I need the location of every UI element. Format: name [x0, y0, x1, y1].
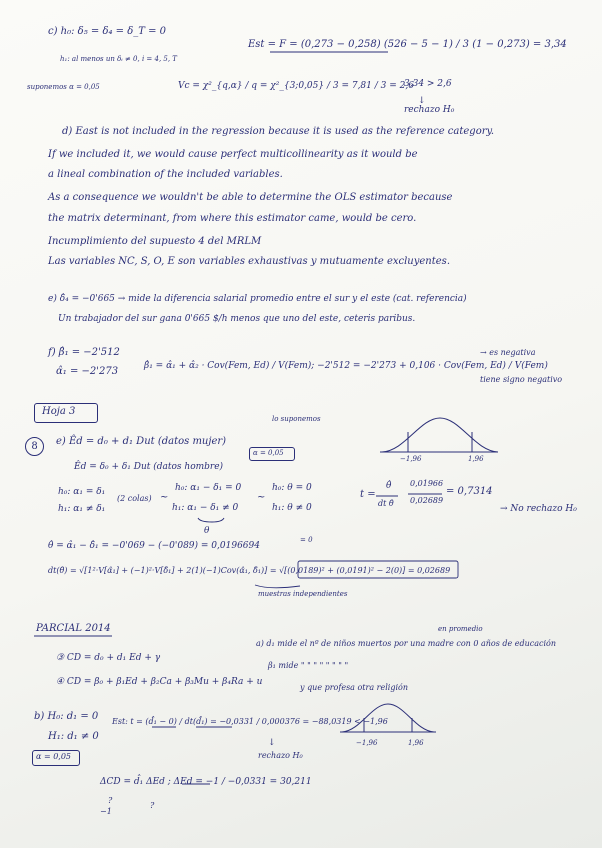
q8-men-equation: Êd = δ₀ + δ₁ Dut (datos hombre)	[74, 462, 224, 472]
parcial-minus-one: −1	[100, 807, 112, 816]
q8-independent-samples: muestras independientes	[258, 590, 348, 598]
parcial-promedio-note: en promedio	[438, 625, 483, 633]
d-line-4: As a consequence we wouldn't be able to determine the OLS estimator because	[48, 192, 453, 203]
parcial-crit-left: −1,96	[356, 739, 378, 747]
q8-tilde-1: ~	[160, 492, 169, 503]
q8-h1-b: h₁: α₁ − δ₁ ≠ 0	[172, 503, 239, 513]
f-alpha1: α̂₁ = −2'273	[56, 366, 119, 377]
q8-two-tails: (2 colas)	[117, 494, 152, 503]
parcial-a-line-3: y que profesa otra religión	[300, 683, 408, 692]
q8-h0-b: h₀: α₁ − δ₁ = 0	[175, 483, 242, 493]
q8-standard-error: dt(θ̂) = √[1²·V[α̂₁] + (−1)²·V[δ̂₁] + 2(1)(−1)Cov(α̂₁, δ̂₁)] = √[(0,0189)² + (0,0191)² − 2(0)] = 0,02689	[48, 566, 451, 575]
parcial-b-alpha: α = 0,05	[36, 752, 72, 761]
d-line-6: Incumplimiento del supuesto 4 del MRLM	[48, 236, 262, 247]
parcial-title: PARCIAL 2014	[36, 623, 111, 634]
hoja-3-label: Hoja 3	[42, 406, 76, 417]
d-line-3: a lineal combination of the included variables.	[48, 169, 283, 180]
parcial-a-line-2: β₁ mide " " " " " " " "	[268, 661, 349, 670]
q8-t-numerator: 0,01966	[410, 479, 444, 488]
parcial-b-h0: b) H₀: d₁ = 0	[34, 711, 99, 722]
f-omitted-variable-equation: β̂₁ = α̂₁ + α̂₂ · Cov(Fem, Ed) / V(Fem); −2'512 = −2'273 + 0,106 · Cov(Fem, Ed) / V(Fem)	[144, 361, 548, 371]
q8-women-equation: e) Êd = d₀ + d₁ Dut (datos mujer)	[56, 436, 227, 447]
q8-theta-hat: θ̂	[386, 481, 392, 491]
parcial-crit-right: 1,96	[408, 739, 424, 747]
d-line-2: If we included it, we would cause perfect multicollinearity as it would be	[48, 149, 418, 160]
q8-t-label: t =	[360, 489, 376, 500]
c-hypothesis-h1: h₁: al menos un δᵢ ≠ 0, i = 4, 5, T	[60, 55, 177, 63]
q8-cov-zero: = 0	[300, 536, 313, 544]
c-arrow-down: ↓	[418, 96, 426, 106]
q8-h0-a: h₀: α₁ = δ₁	[58, 487, 106, 497]
c-reject: rechazo H₀	[404, 105, 455, 115]
q8-theta-estimate: θ̂ = α̂₁ − δ̂₁ = −0'069 − (−0'089) = 0,0196694	[48, 541, 260, 551]
parcial-b-reject: rechazo H₀	[258, 751, 303, 760]
q8-t-value: = 0,7314	[446, 486, 493, 497]
parcial-model-4: ④ CD = β₀ + β₁Ed + β₂Ca + β₃Mu + β₄Ra + u	[56, 677, 263, 687]
parcial-delta-cd: ΔCD = d̂₁ ΔEd ; ΔEd = −1 / −0,0331 = 30,211	[100, 777, 312, 787]
f-note-sign: tiene signo negativo	[480, 375, 563, 384]
c-critical-value: Vc = χ²_{q,α} / q = χ²_{3;0,05} / 3 = 7,81 / 3 = 2,6	[178, 81, 414, 91]
q8-crit-left: −1,96	[400, 455, 422, 463]
q8-h1-a: h₁: α₁ ≠ δ₁	[58, 504, 106, 514]
e-line-2: Un trabajador del sur gana 0'665 $/h menos que uno del este, ceteris paribus.	[58, 314, 416, 324]
parcial-a-line-1: a) d₁ mide el nº de niños muertos por una madre con 0 años de educación	[256, 639, 557, 648]
parcial-b-arrow: ↓	[268, 738, 276, 748]
f-note-negative: → es negativa	[480, 348, 536, 357]
c-alpha-note: suponemos α = 0,05	[27, 83, 100, 91]
c-comparison: 3,34 > 2,6	[404, 79, 452, 89]
q8-theta-label: θ	[204, 526, 210, 536]
parcial-b-h1: H₁: d₁ ≠ 0	[48, 731, 99, 742]
c-f-statistic: Est = F = (0,273 − 0,258) (526 − 5 − 1) / 3 (1 − 0,273) = 3,34	[248, 39, 567, 50]
q8-no-reject: → No rechazo H₀	[500, 504, 577, 514]
parcial-normal-curve	[340, 700, 436, 740]
parcial-question-mark-2: ?	[150, 801, 155, 810]
parcial-model-3: ③ CD = d₀ + d₁ Ed + γ	[56, 653, 161, 663]
c-hypothesis-h0: c) h₀: δ₅ = δ₄ = δ_T = 0	[48, 26, 166, 37]
e-line-1: e) δ̂₄ = −0'665 → mide la diferencia salarial promedio entre el sur y el este (cat. referencia)	[48, 294, 467, 304]
d-line-5: the matrix determinant, from where this estimator came, would be cero.	[48, 213, 417, 224]
q8-t-denominator: 0,02689	[410, 496, 444, 505]
q8-h1-c: h₁: θ ≠ 0	[272, 503, 312, 513]
q8-alpha-box: α = 0,05	[253, 449, 284, 457]
q8-dt-theta: dt θ̂	[378, 499, 394, 508]
q8-crit-right: 1,96	[468, 455, 484, 463]
parcial-question-mark-1: ?	[108, 796, 113, 805]
d-line-1: d) East is not included in the regression because it is used as the reference category.	[62, 126, 494, 137]
q8-h0-c: h₀: θ = 0	[272, 483, 312, 493]
question-8-circle: 8	[25, 437, 44, 456]
q8-tilde-2: ~	[257, 492, 266, 503]
d-line-7: Las variables NC, S, O, E son variables exhaustivas y mutuamente excluyentes.	[48, 256, 450, 267]
parcial-b-test-statistic: Est: t = (d̂₁ − 0) / dt(d̂₁) = −0,0331 / 0,000376 = −88,0319 < −1,96	[112, 717, 388, 726]
f-beta1: f) β̂₁ = −2'512	[48, 347, 120, 358]
q8-supremo-note: lo suponemos	[272, 415, 321, 423]
